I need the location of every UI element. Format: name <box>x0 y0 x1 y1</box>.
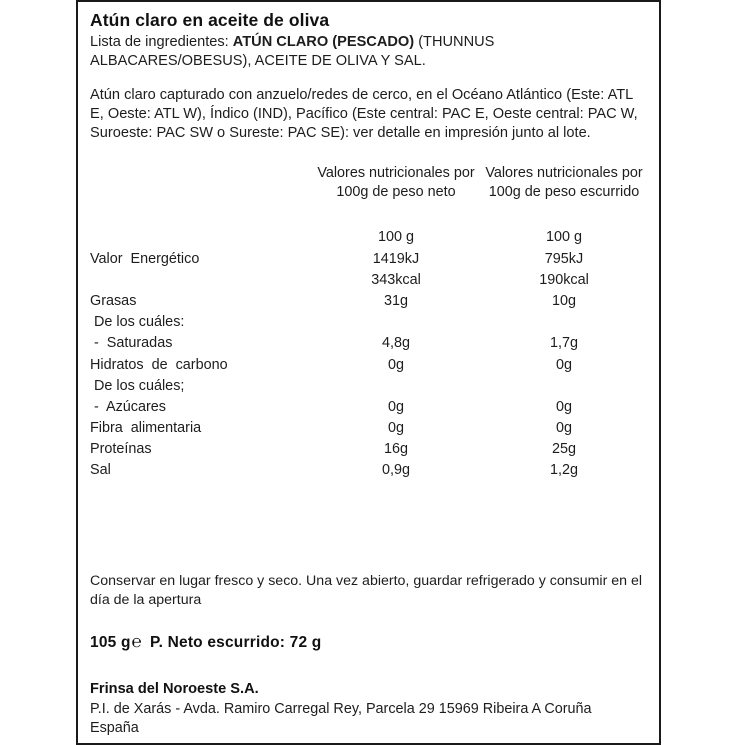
drained-weight-value: P. Neto escurrido: 72 g <box>150 633 322 651</box>
nutrient-name: Valor Energético <box>90 250 200 267</box>
nutrient-name: Fibra alimentaria <box>90 420 202 437</box>
nutrient-name-header-spacer <box>90 164 312 201</box>
nutrition-row <box>90 312 647 333</box>
nutrient-value-net: 0g <box>387 398 404 415</box>
ingredients-allergen: ATÚN CLARO (PESCADO) <box>232 34 415 50</box>
nutrient-name <box>90 227 312 248</box>
nutrition-row <box>90 291 647 312</box>
column-header-drained-weight <box>480 164 648 201</box>
nutrition-row <box>90 249 647 270</box>
nutrition-row <box>90 460 647 481</box>
nutrient-name: De los cuáles; <box>90 377 185 394</box>
column-header-net-weight-line2: 100g de peso neto <box>336 183 456 200</box>
nutrient-value-drained <box>480 376 648 397</box>
nutrient-value-net: 0g <box>387 420 404 437</box>
nutrient-value-net: 16g <box>383 441 408 458</box>
ingredients-list <box>90 33 647 70</box>
ingredients-label: Lista de ingredientes: <box>90 34 233 50</box>
nutrition-table-body <box>90 227 647 481</box>
nutrition-row <box>90 397 647 418</box>
nutrition-row <box>90 376 647 397</box>
nutrient-value-drained: 0g <box>555 420 572 437</box>
nutrient-value-drained: 25g <box>551 441 576 458</box>
column-header-drained-weight-line1: Valores nutricionales por <box>485 165 643 182</box>
nutrient-name: Sal <box>90 462 111 479</box>
nutrient-name <box>90 270 312 291</box>
nutrition-table <box>90 164 647 481</box>
nutrient-name: - Azúcares <box>90 398 166 415</box>
nutrient-value-net: 1419kJ <box>372 250 420 267</box>
nutrition-row <box>90 355 647 376</box>
nutrient-name: Grasas <box>90 292 137 309</box>
nutrient-value-drained: 0g <box>555 356 572 373</box>
nutrient-name: De los cuáles: <box>90 314 185 331</box>
manufacturer-address-line2: España <box>90 720 139 737</box>
nutrient-value-drained: 795kJ <box>544 250 584 267</box>
nutrient-value-net <box>312 376 480 397</box>
nutrition-row <box>90 418 647 439</box>
weight-declaration <box>90 632 647 652</box>
nutrition-row <box>90 439 647 460</box>
nutrient-value-drained: 0g <box>555 398 572 415</box>
nutrition-row <box>90 227 647 248</box>
nutrient-name: - Saturadas <box>90 335 173 352</box>
nutrient-value-net: 100 g <box>377 229 414 246</box>
nutrient-value-drained: 10g <box>551 292 576 309</box>
nutrient-value-net: 0,9g <box>381 462 410 479</box>
nutrient-value-drained: 1,7g <box>549 335 578 352</box>
manufacturer-block <box>90 680 647 739</box>
column-header-net-weight-line1: Valores nutricionales por <box>317 165 475 182</box>
nutrient-value-net: 343kcal <box>371 271 421 288</box>
storage-instructions: Conservar en lugar fresco y seco. Una vez abierto, guardar refrigerado y consumir en el día de la apertura <box>90 572 643 608</box>
nutrient-value-drained <box>480 312 648 333</box>
nutrient-value-net: 4,8g <box>381 335 410 352</box>
nutrient-value-net <box>312 312 480 333</box>
nutrient-value-drained: 1,2g <box>549 462 578 479</box>
column-header-net-weight <box>312 164 480 201</box>
nutrition-table-header <box>90 164 647 201</box>
nutrient-name: Hidratos de carbono <box>90 356 228 373</box>
column-header-drained-weight-line2: 100g de peso escurrido <box>488 183 640 200</box>
origin-statement: Atún claro capturado con anzuelo/redes de cerco, en el Océano Atlántico (Este: ATL E, Oeste: ATL W), Índico (IND), Pacífico (Este central: PAC E, Oeste central: PAC W, Suroeste: PAC SW o Sureste: PAC SE): ver detalle en impresión junto al lote. <box>90 87 638 141</box>
nutrition-row <box>90 270 647 291</box>
manufacturer-name: Frinsa del Noroeste S.A. <box>90 680 259 697</box>
food-label-panel <box>76 0 661 745</box>
nutrient-value-drained: 190kcal <box>539 271 589 288</box>
manufacturer-address-line1: P.I. de Xarás - Avda. Ramiro Carregal Rey, Parcela 29 15969 Ribeira A Coruña <box>90 700 592 717</box>
ingredients-rest: (THUNNUS ALBACARES/OBESUS), ACEITE DE OLIVA Y SAL. <box>90 34 495 69</box>
nutrient-name: Proteínas <box>90 441 152 458</box>
nutrient-value-drained: 100 g <box>545 229 582 246</box>
nutrient-value-net: 31g <box>383 292 408 309</box>
estimated-sign-icon: ℮ <box>131 631 143 651</box>
net-weight-value: 105 g <box>90 633 131 651</box>
nutrient-value-net: 0g <box>387 356 404 373</box>
nutrition-row <box>90 333 647 354</box>
page-title: Atún claro en aceite de oliva <box>90 10 330 30</box>
